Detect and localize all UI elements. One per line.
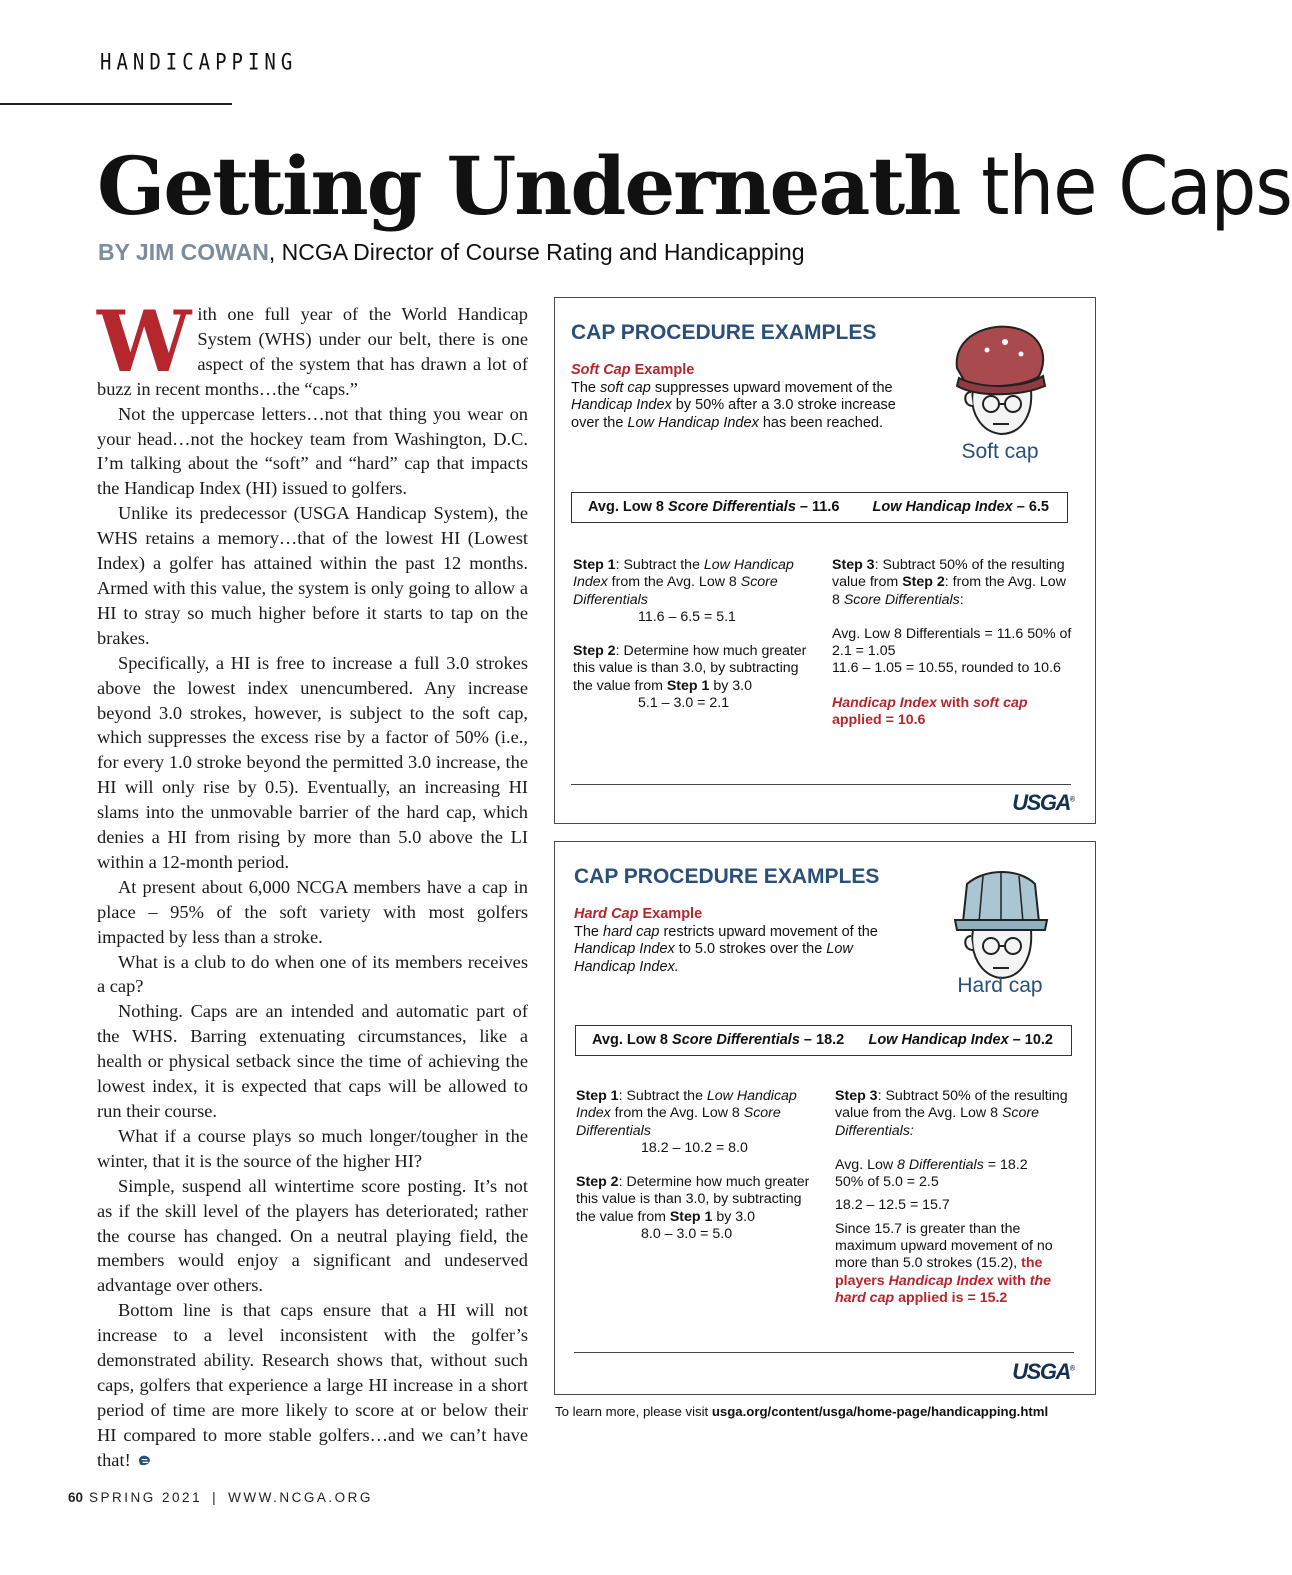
calculation	[832, 626, 1077, 678]
avg-low8-value	[588, 493, 839, 522]
step-label: Step 3	[832, 557, 875, 573]
bar-italic: Score Differentials	[668, 499, 796, 515]
step-italic: Low Handicap Index	[573, 557, 794, 591]
bar-text: – 10.2	[1008, 1032, 1053, 1048]
registered-mark: ®	[1069, 1365, 1075, 1373]
article-paragraph: At present about 6,000 NCGA members have a cap in place – 95% of the soft variety with most golfers impacted by less than a stroke.	[97, 876, 528, 947]
step-equation: 5.1 – 3.0 = 2.1	[638, 695, 730, 712]
learn-more-link[interactable]: usga.org/content/usga/home-page/handicapping.html	[711, 1404, 1049, 1419]
step-3	[832, 557, 1077, 609]
result-italic: soft cap	[973, 694, 1028, 711]
def-text: by 50% after a 3.0 stroke increase over the	[571, 397, 896, 431]
step-label: Step 1	[576, 1088, 619, 1104]
soft-cap-definition	[571, 362, 901, 432]
paragraph-text: ith one full year of the World Handicap System (WHS) under our belt, there is one aspect of the system that has drawn a lot of buzz in recent months…the “caps.”	[97, 304, 528, 399]
step-1	[573, 557, 818, 626]
example-heading-text: Example	[638, 906, 703, 922]
footer-site[interactable]: WWW.NCGA.ORG	[228, 1490, 373, 1505]
soft-cap-result	[832, 695, 1077, 730]
step-text: : Subtract 50% of the resulting value from	[832, 557, 1065, 591]
step-bold: Step 1	[669, 1208, 713, 1225]
example-heading-text: Example	[630, 362, 695, 378]
step-2	[576, 1174, 821, 1243]
step-text: : from the Avg. Low 8	[832, 574, 1066, 608]
bar-text: – 18.2	[799, 1032, 845, 1048]
hard-cap-steps-left	[576, 1088, 821, 1260]
byline-role: , NCGA Director of Course Rating and Handicapping	[268, 239, 805, 265]
calc-text: Avg. Low	[835, 1156, 898, 1173]
step-text: from the Avg. Low 8	[607, 574, 741, 591]
definition-text	[571, 380, 901, 433]
calc-line: 11.6 – 1.05 = 10.55, rounded to 10.6	[832, 660, 1061, 677]
soft-cap-golfer-illustration-icon	[935, 320, 1065, 438]
issue-label: SPRING 2021	[89, 1490, 203, 1505]
bar-text: – 11.6	[795, 499, 840, 515]
box-divider	[571, 784, 1071, 785]
step-text: : Determine how much greater this value is than 3.0, by subtracting the value from	[576, 1174, 810, 1225]
step-bold: Step 2	[902, 574, 945, 591]
step-label: Step 2	[573, 643, 616, 660]
def-italic: Handicap Index	[574, 941, 675, 957]
bar-italic: Score Differentials	[672, 1032, 800, 1048]
step-text: by 3.0	[712, 1208, 756, 1225]
step-italic: Score Differentials	[576, 1105, 781, 1139]
def-italic: hard cap	[603, 923, 660, 940]
hard-cap-data-bar	[575, 1025, 1072, 1056]
hard-cap-definition	[574, 906, 904, 976]
step-label: Step 3	[835, 1088, 878, 1104]
calculation	[835, 1157, 1080, 1192]
calc-line: 18.2 – 12.5 = 15.7	[835, 1197, 950, 1214]
result-text: with	[993, 1272, 1030, 1289]
byline-author: BY JIM COWAN	[98, 239, 269, 265]
article-paragraph: Specifically, a HI is free to increase a full 3.0 strokes above the lowest index unencumbered. Any increase beyond 3.0 strokes, however, is subject to the soft cap, which suppresses the excess rise by a factor of 50% (i.e., for every 1.0 stroke beyond the permitted 3.0 increase, the HI will only rise by 0.5). Eventually, an increasing HI slams into the unmovable barrier of the hard cap, which denies a HI from rising by more than 5.0 above the LI within a 12-month period.	[97, 652, 528, 872]
box-title: CAP PROCEDURE EXAMPLES	[574, 865, 880, 888]
step-bold: Step 1	[666, 677, 710, 694]
step-1	[576, 1088, 821, 1157]
step-label: Step 2	[576, 1174, 619, 1191]
result-italic: the hard cap	[835, 1272, 1052, 1306]
soft-cap-steps-right	[832, 557, 1077, 746]
drop-cap: W	[97, 292, 192, 391]
box-divider	[574, 1352, 1074, 1353]
step-text: by 3.0	[709, 677, 753, 694]
usga-logo	[1012, 790, 1075, 816]
ncga-end-mark-icon	[137, 1454, 152, 1467]
step-text: : Subtract the	[618, 1088, 707, 1104]
headline-bold: Getting Underneath	[97, 139, 960, 233]
soft-cap-steps-left	[573, 557, 818, 729]
result-text: applied = 10.6	[832, 712, 926, 729]
article-paragraph	[97, 292, 528, 402]
section-rule	[0, 103, 232, 105]
step-italic: Low Handicap Index	[576, 1088, 797, 1122]
bar-text: Avg. Low 8	[592, 1032, 673, 1048]
section-label: HANDICAPPING	[100, 50, 298, 76]
example-heading-italic: Soft Cap	[571, 362, 631, 378]
low-index-value	[873, 493, 1049, 522]
article-paragraph: Simple, suspend all wintertime score posting. It’s not as if the skill level of the players has deteriorated; rather the course has changed. On a neutral playing field, the members would enjoy a significant and undeserved advantage over others.	[97, 1175, 528, 1296]
def-italic: Low Handicap Index.	[574, 941, 853, 975]
def-text: The	[571, 379, 601, 396]
step-equation: 18.2 – 10.2 = 8.0	[641, 1139, 748, 1156]
calc-italic: 8 Differentials	[897, 1156, 984, 1173]
box-title: CAP PROCEDURE EXAMPLES	[571, 321, 877, 344]
registered-mark: ®	[1069, 796, 1075, 804]
page-footer	[68, 1490, 373, 1505]
definition-text	[574, 924, 904, 977]
hard-cap-steps-right	[835, 1088, 1080, 1324]
result-text: the players	[835, 1255, 1043, 1289]
hard-cap-result	[835, 1221, 1080, 1307]
step-text: from the Avg. Low 8	[610, 1105, 744, 1122]
article-paragraph: Unlike its predecessor (USGA Handicap System), the WHS retains a memory…that of the lowest HI (Lowest Index) a golfer has attained within the past 12 months. Armed with this value, the system is only going to allow a HI to stray so much higher before it starts to tap on the brakes.	[97, 503, 528, 648]
def-text: suppresses upward movement of the	[650, 379, 893, 396]
calc-text: Since 15.7 is greater than the maximum upward movement of no more than 5.0 strokes (15.2),	[835, 1220, 1053, 1272]
bar-italic: Low Handicap Index	[872, 499, 1013, 515]
learn-more-note	[555, 1404, 1048, 1419]
article-body	[97, 292, 528, 1473]
step-text: : Subtract 50% of the resulting value from the Avg. Low 8	[835, 1088, 1068, 1122]
step-equation: 11.6 – 6.5 = 5.1	[638, 608, 736, 625]
low-index-value	[868, 1026, 1053, 1055]
def-text: The	[574, 923, 604, 940]
article-paragraph	[97, 1298, 528, 1472]
calc-text: = 18.2	[983, 1156, 1028, 1173]
result-italic: Handicap Index	[832, 694, 937, 711]
usga-logo	[1012, 1359, 1075, 1385]
soft-cap-data-bar	[571, 492, 1068, 523]
paragraph-text: Bottom line is that caps ensure that a HI will not increase to a level inconsistent with the golfer’s demonstrated ability. Research shows that, without such caps, golfers that experience a large HI increase in a short period of time are more likely to score at or below their HI compared to more stable golfers…and we can’t have that!	[97, 1300, 528, 1470]
article-paragraph: What is a club to do when one of its members receives a cap?	[97, 951, 528, 997]
step-label: Step 1	[573, 557, 616, 573]
def-italic: Low Handicap Index	[627, 414, 759, 431]
step-2	[573, 643, 818, 712]
article-paragraph: Nothing. Caps are an intended and automatic part of the WHS. Barring extenuating circumstances, like a health or physical setback since the time of achieving the lowest index, it is expected that caps will be allowed to run their course.	[97, 1001, 528, 1121]
example-heading	[571, 362, 901, 380]
step-text: : Subtract the	[615, 557, 704, 573]
learn-more-text: To learn more, please visit	[555, 1404, 712, 1419]
article-paragraph: Not the uppercase letters…not that thing you wear on your head…not the hockey team from Washington, D.C. I’m talking about the “soft” and “hard” cap that impacts the Handicap Index (HI) issued to golfers.	[97, 403, 528, 499]
result-italic: Handicap Index	[888, 1272, 994, 1289]
def-italic: Handicap Index	[571, 397, 672, 413]
soft-cap-label: Soft cap	[961, 440, 1039, 463]
example-heading-italic: Hard Cap	[574, 906, 639, 922]
calc-line: Avg. Low 8 Differentials = 11.6 50% of 2.1 = 1.05	[832, 625, 1072, 660]
hard-cap-example-box	[554, 841, 1096, 1395]
bar-text: – 6.5	[1012, 499, 1049, 515]
byline	[98, 239, 805, 266]
step-italic: Score Differentials:	[835, 1105, 1039, 1139]
def-text: restricts upward movement of the	[659, 923, 878, 940]
headline	[97, 138, 1292, 236]
step-equation: 8.0 – 3.0 = 5.0	[641, 1226, 733, 1243]
step-italic: Score Differentials	[573, 574, 778, 608]
result-text: applied is = 15.2	[894, 1289, 1008, 1306]
hard-cap-label: Hard cap	[957, 974, 1043, 997]
step-text: :	[959, 591, 964, 608]
usga-logo-text: USGA	[1012, 1359, 1070, 1384]
bar-italic: Low Handicap Index	[868, 1032, 1009, 1048]
step-italic: Score Differentials	[843, 591, 960, 608]
soft-cap-example-box	[554, 297, 1096, 824]
page-number: 60	[68, 1490, 84, 1505]
step-3	[835, 1088, 1080, 1140]
usga-logo-text: USGA	[1012, 790, 1070, 815]
article-paragraph: What if a course plays so much longer/tougher in the winter, that it is the source of the higher HI?	[97, 1125, 528, 1171]
bar-text: Avg. Low 8	[588, 499, 669, 515]
avg-low8-value	[592, 1026, 844, 1055]
def-italic: soft cap	[600, 379, 651, 396]
def-text: to 5.0 strokes over the	[674, 941, 827, 957]
step-text: : Determine how much greater this value is than 3.0, by subtracting the value from	[573, 643, 807, 694]
hard-cap-golfer-illustration-icon	[935, 864, 1065, 982]
headline-light: the Caps	[959, 140, 1292, 233]
def-text: has been reached.	[758, 414, 883, 431]
example-heading	[574, 906, 904, 924]
calc-line: 50% of 5.0 = 2.5	[835, 1174, 939, 1191]
footer-separator: |	[212, 1490, 219, 1505]
result-text: with	[936, 694, 974, 711]
